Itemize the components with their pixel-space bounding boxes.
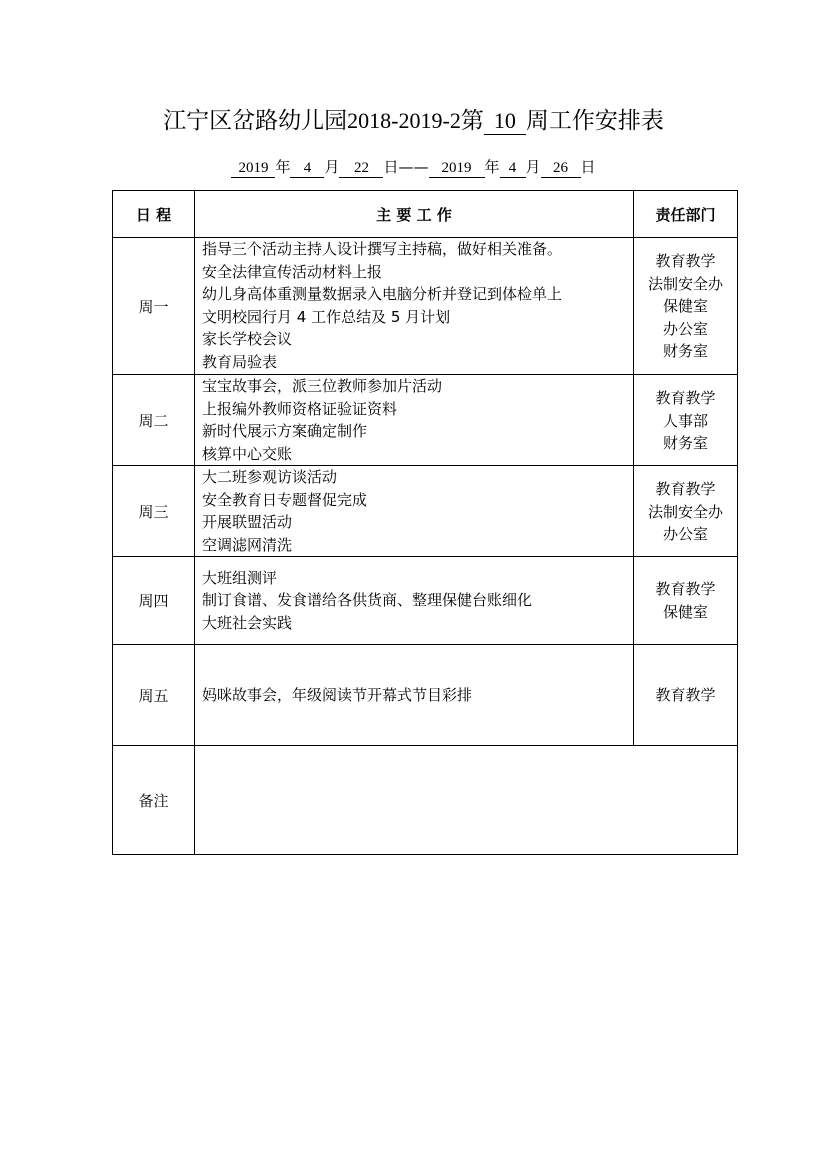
tasks-cell xyxy=(195,557,634,645)
table-row xyxy=(113,645,738,746)
day-cell: 周三 xyxy=(113,466,195,557)
start-month: 4 xyxy=(290,159,324,178)
table-row xyxy=(113,466,738,557)
dept-item: 法制安全办 xyxy=(647,274,723,293)
task-item: 开展联盟活动 xyxy=(202,513,293,531)
title-suffix: 周工作安排表 xyxy=(525,108,664,134)
day-cell: 周五 xyxy=(113,645,195,746)
task-item: 大班组测评 xyxy=(202,568,278,587)
start-day-char: 日 xyxy=(383,158,399,176)
task-item: 家长学校会议 xyxy=(202,330,293,348)
dept-item: 财务室 xyxy=(662,434,708,452)
dept-item: 教育教学 xyxy=(655,580,716,598)
dept-cell xyxy=(634,557,738,645)
task-item: 核算中心交账 xyxy=(202,444,293,463)
tasks-cell xyxy=(195,466,634,557)
end-month-char: 月 xyxy=(525,158,541,176)
start-year-char: 年 xyxy=(275,158,291,176)
dept-item: 保健室 xyxy=(662,602,708,621)
dept-cell xyxy=(634,375,738,466)
schedule-table xyxy=(112,190,738,855)
dept-item: 教育教学 xyxy=(655,389,716,407)
remarks-value xyxy=(195,746,738,855)
end-month: 4 xyxy=(500,159,526,178)
dept-cell xyxy=(634,238,738,375)
dept-item: 保健室 xyxy=(662,297,708,315)
task-item: 上报编外教师资格证验证资料 xyxy=(202,399,398,418)
tasks-cell xyxy=(195,238,634,375)
table-header-row xyxy=(113,191,738,238)
header-department: 责任部门 xyxy=(634,191,738,238)
dept-item: 办公室 xyxy=(662,525,708,543)
remarks-label: 备注 xyxy=(113,746,195,855)
task-item: 安全教育日专题督促完成 xyxy=(202,490,368,509)
page-title xyxy=(0,104,827,138)
title-term: 2018-2019-2 xyxy=(347,108,461,133)
day-cell: 周一 xyxy=(113,238,195,375)
header-schedule: 日 程 xyxy=(113,191,195,238)
task-item: 新时代展示方案确定制作 xyxy=(202,422,368,440)
task-item: 空调滤网清洗 xyxy=(202,535,293,554)
date-separator: —— xyxy=(398,158,429,176)
task-item: 宝宝故事会，派三位教师参加片活动 xyxy=(202,377,443,395)
task-item: 指导三个活动主持人设计撰写主持稿，做好相关准备。 xyxy=(202,240,563,258)
task-item: 大二班参观访谈活动 xyxy=(202,468,338,486)
title-di: 第 xyxy=(460,108,484,134)
dept-cell xyxy=(634,645,738,746)
task-item: 妈咪故事会，年级阅读节开幕式节目彩排 xyxy=(202,685,473,704)
table-row xyxy=(113,238,738,375)
task-item: 大班社会实践 xyxy=(202,613,293,632)
tasks-cell xyxy=(195,375,634,466)
day-cell: 周二 xyxy=(113,375,195,466)
start-day: 22 xyxy=(339,159,383,178)
title-week-number: 10 xyxy=(484,108,526,135)
dept-item: 办公室 xyxy=(662,319,708,338)
dept-item: 财务室 xyxy=(662,342,708,360)
end-day-char: 日 xyxy=(580,158,596,176)
remarks-row xyxy=(113,746,738,855)
dept-item: 教育教学 xyxy=(655,252,716,270)
end-year-char: 年 xyxy=(484,158,500,176)
date-range xyxy=(0,155,827,179)
tasks-cell xyxy=(195,645,634,746)
dept-item: 法制安全办 xyxy=(647,502,723,521)
task-item: 幼儿身高体重测量数据录入电脑分析并登记到体检单上 xyxy=(202,285,563,303)
table-row xyxy=(113,375,738,466)
dept-item: 教育教学 xyxy=(655,480,716,498)
end-day: 26 xyxy=(541,159,581,178)
task-item: 文明校园行月 4 工作总结及 5 月计划 xyxy=(202,307,451,326)
start-month-char: 月 xyxy=(324,158,340,176)
dept-cell xyxy=(634,466,738,557)
task-item: 教育局验表 xyxy=(202,352,278,371)
dept-item: 人事部 xyxy=(662,411,708,430)
table-row xyxy=(113,557,738,645)
header-main-work: 主 要 工 作 xyxy=(195,191,634,238)
day-cell: 周四 xyxy=(113,557,195,645)
title-prefix: 江宁区岔路幼儿园 xyxy=(163,108,348,134)
end-year: 2019 xyxy=(429,159,485,178)
dept-item: 教育教学 xyxy=(655,685,716,704)
task-item: 制订食谱、发食谱给各供货商、整理保健台账细化 xyxy=(202,591,533,610)
task-item: 安全法律宣传活动材料上报 xyxy=(202,262,383,281)
start-year: 2019 xyxy=(231,159,275,178)
